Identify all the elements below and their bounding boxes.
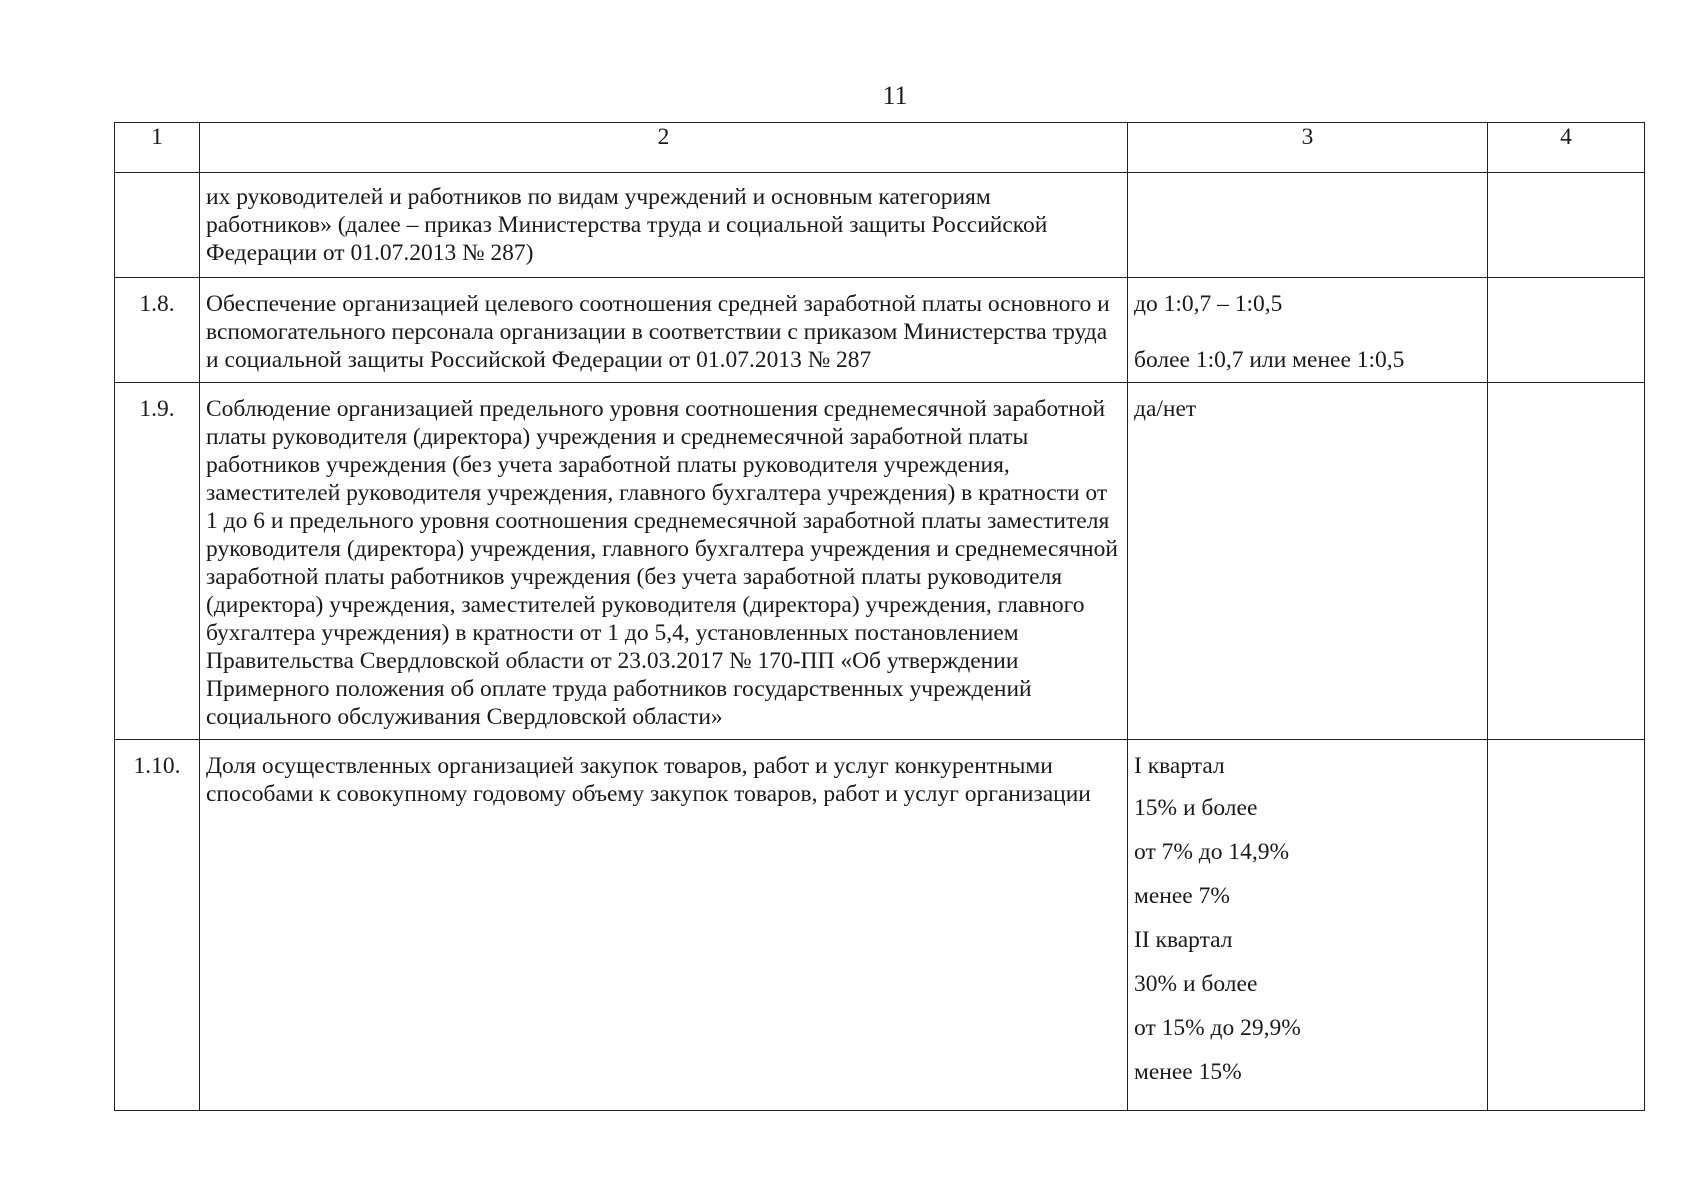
value-option: до 1:0,7 – 1:0,5 — [1134, 291, 1283, 317]
header-col-1: 1 — [115, 123, 200, 173]
value-option: 30% и более — [1134, 971, 1258, 997]
header-col-3: 3 — [1128, 123, 1488, 173]
criterion-text: Соблюдение организацией предельного уровня соотношения среднемесячной заработной платы руководителя (директора) учреждения и среднемесячной заработной платы работников учреждения (без учета заработной платы руководителя учреждения, заместителей руководителя учреждения, главного бухгалтера учреждения) в кратности от 1 до 6 и предельного уровня соотношения среднемесячной заработной платы заместителя руководителя (директора) учреждения, главного бухгалтера учреждения и среднемесячной заработной платы работников учреждения (без учета заработной платы руководителя (директора) учреждения, заместителей руководителя (директора) учреждения, главного бухгалтера учреждения) в кратности от 1 до 5,4, установленных постановлением Правительства Свердловской области от 23.03.2017 № 170-ПП «Об утверждении Примерного положения об оплате труда работников государственных учреждений социального обслуживания Свердловской области» — [200, 383, 1128, 740]
criterion-text: Обеспечение организацией целевого соотношения средней заработной платы основного и вспомогательного персонала организации в соответствии с приказом Министерства труда и социальной защиты Российской Федерации от 01.07.2013 № 287 — [200, 278, 1128, 383]
value-option: менее 7% — [1134, 883, 1230, 909]
header-col-4: 4 — [1488, 123, 1645, 173]
criterion-values — [1128, 173, 1488, 278]
row-number — [115, 173, 200, 278]
row-number: 1.10. — [115, 740, 200, 1111]
table-row — [115, 383, 1645, 740]
value-option: от 7% до 14,9% — [1134, 839, 1290, 865]
page-number: 11 — [882, 81, 908, 110]
table-row — [115, 278, 1645, 383]
value-option: 15% и более — [1134, 795, 1258, 821]
row-number: 1.8. — [115, 278, 200, 383]
value-option: более 1:0,7 или менее 1:0,5 — [1134, 347, 1405, 373]
criterion-values — [1128, 740, 1488, 1111]
criterion-values — [1128, 278, 1488, 383]
score-cell — [1488, 383, 1645, 740]
table-header-row — [115, 123, 1645, 173]
table-row — [115, 740, 1645, 1111]
criterion-text: их руководителей и работников по видам учреждений и основным категориям работников» (далее – приказ Министерства труда и социальной защиты Российской Федерации от 01.07.2013 № 287) — [200, 173, 1128, 278]
criterion-text: Доля осуществленных организацией закупок товаров, работ и услуг конкурентными способами к совокупному годовому объему закупок товаров, работ и услуг организации — [200, 740, 1128, 1111]
quarter-label: I квартал — [1134, 753, 1225, 779]
score-cell — [1488, 173, 1645, 278]
score-cell — [1488, 278, 1645, 383]
criteria-table — [114, 122, 1645, 1111]
value-option: менее 15% — [1134, 1059, 1242, 1085]
row-number: 1.9. — [115, 383, 200, 740]
header-col-2: 2 — [200, 123, 1128, 173]
table-row — [115, 173, 1645, 278]
criterion-values — [1128, 383, 1488, 740]
value-option: да/нет — [1134, 396, 1197, 422]
score-cell — [1488, 740, 1645, 1111]
quarter-label: II квартал — [1134, 927, 1233, 953]
value-option: от 15% до 29,9% — [1134, 1015, 1301, 1041]
